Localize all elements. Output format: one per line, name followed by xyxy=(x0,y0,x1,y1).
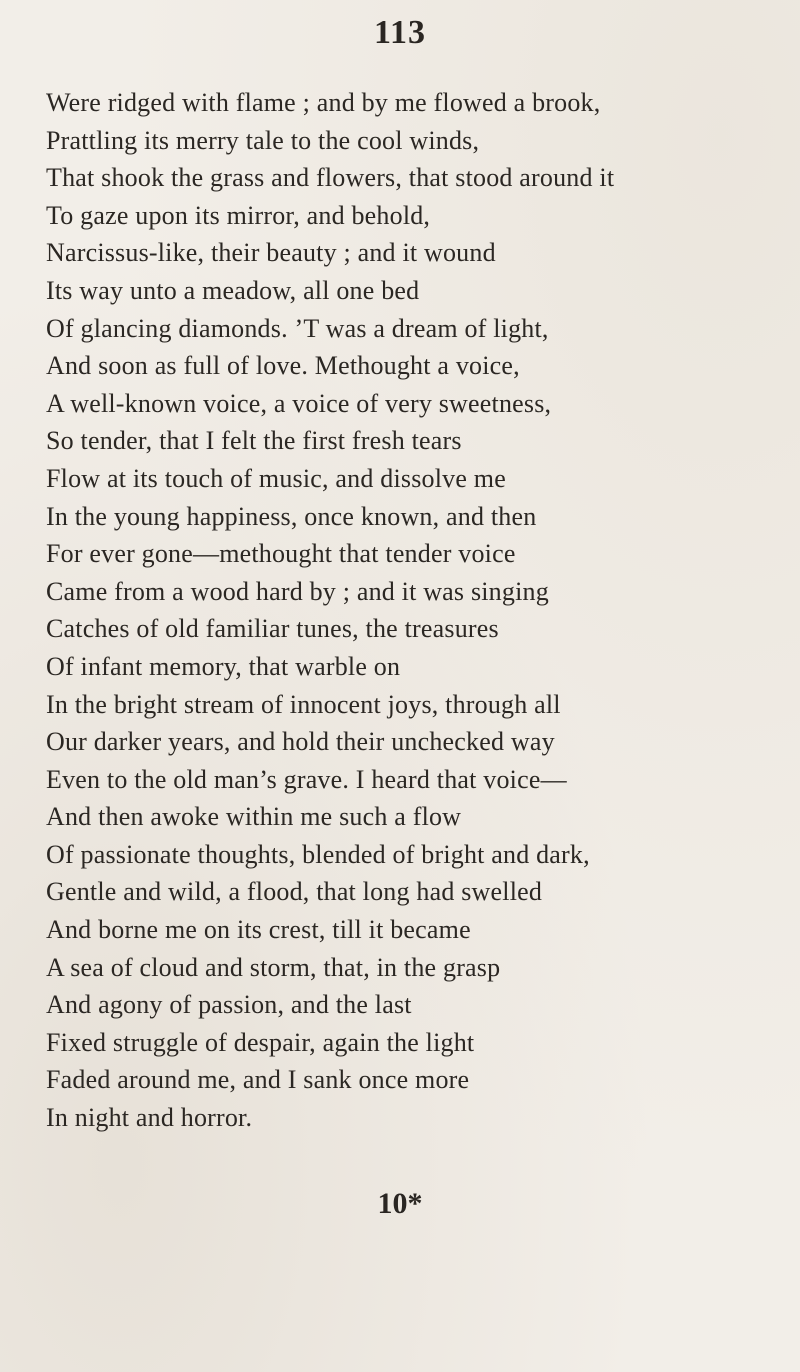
poem-line: Flow at its touch of music, and dissolve me xyxy=(46,463,506,493)
poem-line: And borne me on its crest, till it became xyxy=(46,915,471,945)
poem-line: Were ridged with flame ; and by me flowed a brook, xyxy=(46,88,601,117)
page-number: 113 xyxy=(373,14,427,51)
poem-line: In the bright stream of innocent joys, through all xyxy=(46,689,561,719)
poem-line: Our darker years, and hold their unchecked way xyxy=(46,727,555,757)
poem-line: A well-known voice, a voice of very sweetness, xyxy=(46,388,552,418)
poem-line: So tender, that I felt the first fresh tears xyxy=(46,426,462,456)
signature-mark: 10* xyxy=(377,1187,423,1220)
poem-line: Of glancing diamonds. ’T was a dream of light, xyxy=(46,313,549,343)
poem-line: That shook the grass and flowers, that stood around it xyxy=(46,163,615,193)
poem-line: And then awoke within me such a flow xyxy=(46,802,462,832)
poem-line: For ever gone—methought that tender voice xyxy=(46,539,516,569)
poem-line: Of infant memory, that warble on xyxy=(46,651,401,681)
poem-line: Fixed struggle of despair, again the light xyxy=(46,1027,475,1057)
poem-text xyxy=(46,84,786,1137)
poem-line: A sea of cloud and storm, that, in the grasp xyxy=(46,952,501,982)
poem-line: And agony of passion, and the last xyxy=(46,990,412,1020)
poem-line: Gentle and wild, a flood, that long had swelled xyxy=(46,877,543,907)
poem-line: Faded around me, and I sank once more xyxy=(46,1065,470,1095)
poem-line: And soon as full of love. Methought a voice, xyxy=(46,351,520,381)
poem-line: To gaze upon its mirror, and behold, xyxy=(46,200,431,230)
poem-line: Even to the old man’s grave. I heard that voice— xyxy=(46,764,567,794)
poem-line: Catches of old familiar tunes, the treasures xyxy=(46,614,499,644)
poem-line: Of passionate thoughts, blended of bright and dark, xyxy=(46,839,590,869)
poem-line: Narcissus-like, their beauty ; and it wound xyxy=(46,238,496,268)
poem-line: Its way unto a meadow, all one bed xyxy=(46,275,420,305)
poem-line: Prattling its merry tale to the cool winds, xyxy=(46,125,480,155)
poem-line: In night and horror. xyxy=(46,1103,253,1133)
poem-line: In the young happiness, once known, and then xyxy=(46,501,537,531)
poem-line: Came from a wood hard by ; and it was singing xyxy=(46,576,549,606)
